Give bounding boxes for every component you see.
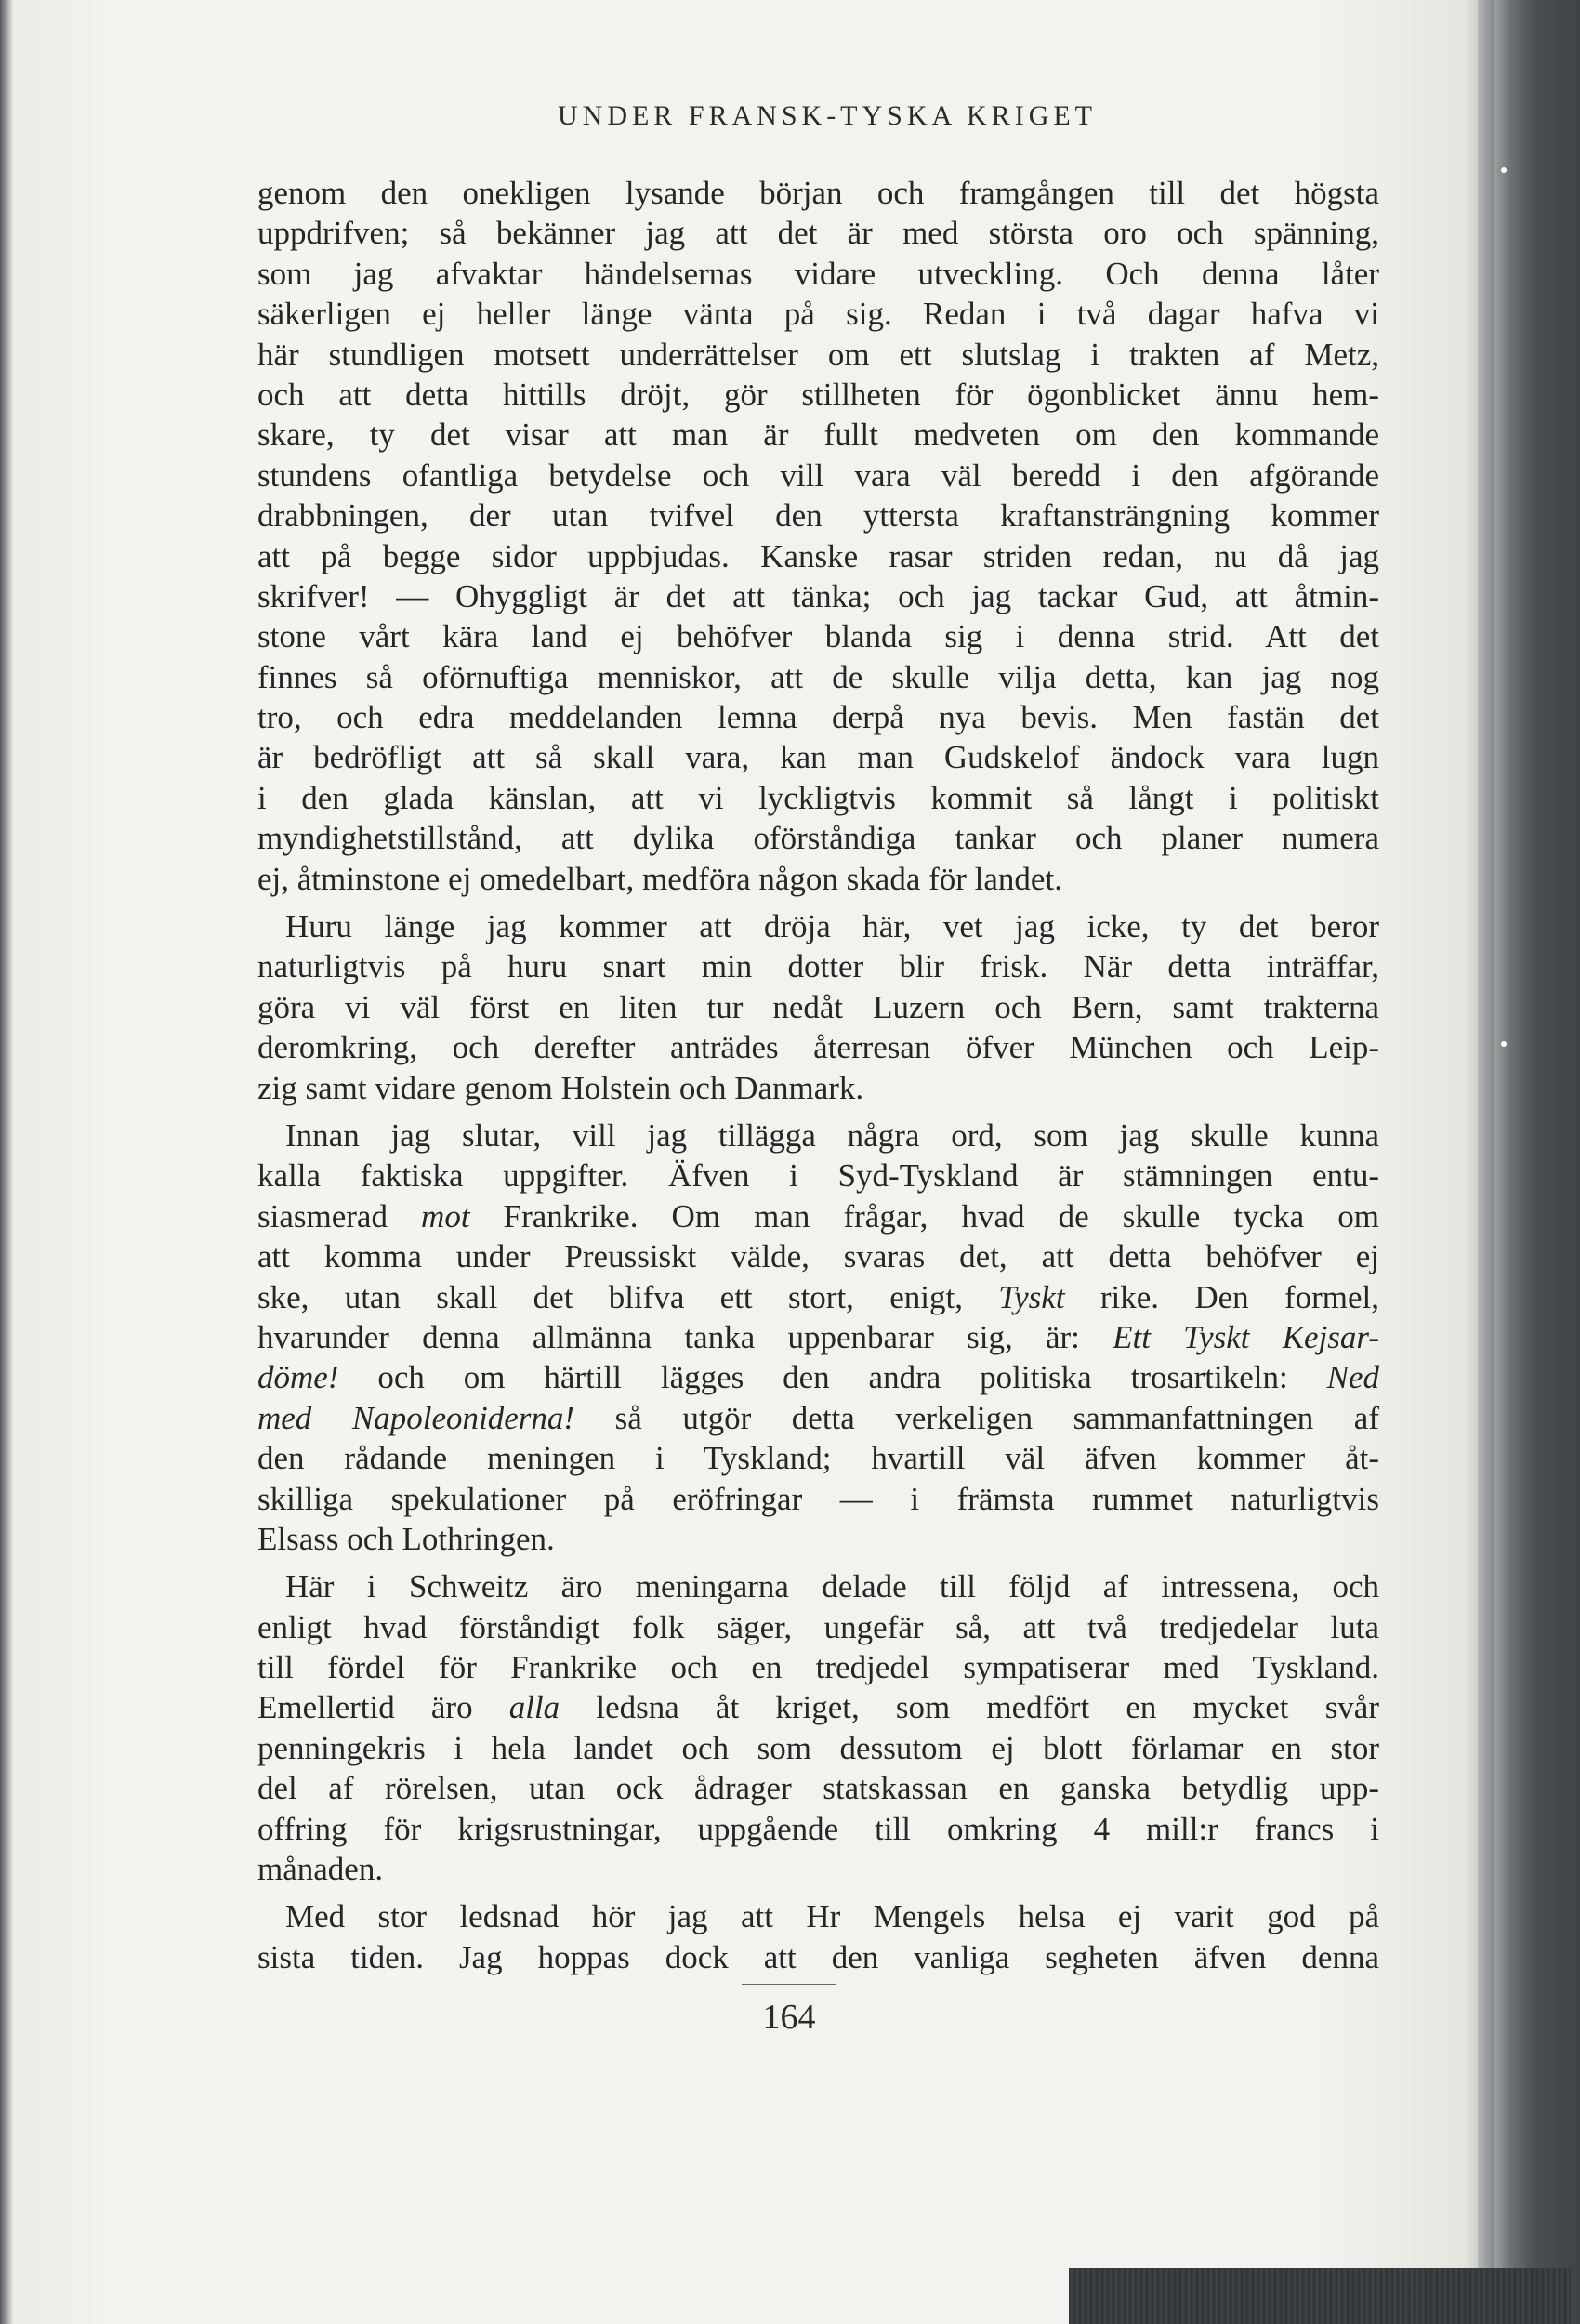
paragraph	[257, 1116, 1379, 1559]
text-line	[257, 818, 1379, 858]
text-line	[257, 737, 1379, 777]
text-segment: här stundligen motsett underrättelser om ett slutslag i trakten af Metz,	[257, 336, 1379, 373]
text-segment: stundens ofantliga betydelse och vill vara väl beredd i den afgörande	[257, 456, 1379, 494]
book-cloth-binding	[1069, 2268, 1571, 2324]
text-line	[257, 1647, 1379, 1687]
paragraph-gap	[257, 1559, 1379, 1566]
text-segment: genom den onekligen lysande början och framgången till det högsta	[257, 175, 1379, 211]
text-line	[257, 1068, 1379, 1108]
text-line	[257, 1809, 1379, 1849]
margin-mark	[1501, 1041, 1507, 1047]
text-segment: och om härtill lägges den andra politiska trosartikeln:	[338, 1359, 1327, 1396]
text-line	[257, 1687, 1379, 1727]
text-line	[257, 778, 1379, 818]
text-segment: finnes så oförnuftiga menniskor, att de skulle vilja detta, kan jag nog	[257, 658, 1379, 695]
text-line	[257, 1768, 1379, 1808]
italic-text: Ett Tyskt Kejsar-	[1113, 1318, 1379, 1355]
text-segment: göra vi väl först en liten tur nedåt Luzern och Bern, samt trakterna	[257, 988, 1379, 1025]
text-segment: Här i Schweitz äro meningarna delade till följd af intressena, och	[285, 1568, 1379, 1605]
text-line	[257, 254, 1379, 294]
text-line	[257, 1438, 1379, 1478]
text-line	[257, 1398, 1379, 1438]
text-segment: månaden.	[257, 1851, 384, 1888]
text-segment: till fördel för Frankrike och en tredjedel sympatiserar med Tyskland.	[257, 1649, 1379, 1686]
text-segment: deromkring, och derefter anträdes återresan öfver München och Leip-	[257, 1029, 1379, 1066]
page-number: 164	[762, 1998, 816, 2037]
text-segment: i den glada känslan, att vi lyckligtvis kommit så långt i politiskt	[257, 779, 1379, 816]
margin-mark	[1501, 167, 1507, 173]
text-line	[257, 859, 1379, 899]
text-segment: uppdrifven; så bekänner jag att det är med största oro och spänning,	[257, 215, 1379, 252]
text-segment: tro, och edra meddelanden lemna derpå nya bevis. Men fastän det	[257, 699, 1379, 736]
text-segment: naturligtvis på huru snart min dotter blir frisk. När detta inträffar,	[257, 948, 1379, 985]
text-segment: zig samt vidare genom Holstein och Danmark.	[257, 1069, 864, 1106]
text-line	[257, 1896, 1379, 1936]
text-segment: skilliga spekulationer på eröfringar — i främsta rummet naturligtvis	[257, 1480, 1379, 1517]
text-segment: kalla faktiska uppgifter. Äfven i Syd-Tyskland är stämningen entu-	[257, 1157, 1379, 1195]
paragraph	[257, 906, 1379, 1108]
text-line	[257, 657, 1379, 697]
text-line	[257, 1277, 1379, 1317]
text-segment: Emellertid äro	[257, 1689, 509, 1726]
body-text	[257, 173, 1379, 1977]
paragraph	[257, 1566, 1379, 1889]
text-segment: enligt hvad förståndigt folk säger, ungefär så, att två tredjedelar luta	[257, 1608, 1379, 1645]
text-segment: ledsna åt kriget, som medfört en mycket svår	[560, 1689, 1379, 1726]
text-segment: ske, utan skall det blifva ett stort, enigt,	[257, 1278, 999, 1315]
text-segment: att på begge sidor uppbjudas. Kanske rasar striden redan, nu då jag	[257, 537, 1379, 574]
italic-text: mot	[421, 1197, 470, 1235]
text-segment: myndighetstillstånd, att dylika oförståndiga tankar och planer numera	[257, 820, 1379, 857]
text-line	[257, 536, 1379, 576]
text-segment: den rådande meningen i Tyskland; hvartill väl äfven kommer åt-	[257, 1440, 1379, 1477]
text-segment: som jag afvaktar händelsernas vidare utveckling. Och denna låter	[257, 255, 1379, 292]
text-segment: Huru länge jag kommer att dröja här, vet jag icke, ty det beror	[285, 908, 1379, 945]
paragraph	[257, 173, 1379, 899]
text-segment: att komma under Preussiskt välde, svaras det, att detta behöfver ej	[257, 1238, 1379, 1275]
text-line	[257, 1196, 1379, 1236]
italic-text: Ned	[1326, 1359, 1379, 1396]
footer-rule	[742, 1984, 836, 1985]
text-segment: penningekris i hela landet och som dessutom ej blott förlamar en stor	[257, 1729, 1379, 1766]
text-line	[257, 294, 1379, 334]
text-line	[257, 576, 1379, 616]
text-line	[257, 1116, 1379, 1155]
text-line	[257, 456, 1379, 495]
text-line	[257, 1519, 1379, 1559]
paragraph	[257, 1896, 1379, 1977]
paragraph-gap	[257, 899, 1379, 906]
text-segment: så utgör detta verkeligen sammanfattningen af	[574, 1399, 1379, 1436]
italic-text: med Napoleoniderna!	[257, 1399, 575, 1436]
text-segment: del af rörelsen, utan ock ådrager statskassan en ganska betydlig upp-	[257, 1770, 1379, 1807]
text-line	[257, 495, 1379, 535]
text-line	[257, 213, 1379, 253]
text-line	[257, 1728, 1379, 1768]
italic-text: Tyskt	[998, 1278, 1065, 1315]
text-line	[257, 616, 1379, 656]
text-line	[257, 1236, 1379, 1276]
text-line	[257, 1479, 1379, 1519]
text-segment: sista tiden. Jag hoppas dock att den vanliga segheten äfven denna	[257, 1938, 1379, 1975]
page-edge	[1478, 0, 1494, 2324]
text-segment: offring för krigsrustningar, uppgående till omkring 4 mill:r francs i	[257, 1810, 1379, 1847]
text-line	[257, 697, 1379, 737]
text-segment: och att detta hittills dröjt, gör stillheten för ögonblicket ännu hem-	[257, 376, 1379, 413]
text-segment: Elsass och Lothringen.	[257, 1520, 555, 1557]
text-segment: skare, ty det visar att man är fullt medveten om den kommande	[257, 416, 1379, 454]
text-line	[257, 906, 1379, 946]
text-segment: Med stor ledsnad hör jag att Hr Mengels helsa ej varit god på	[285, 1898, 1379, 1935]
text-segment: siasmerad	[257, 1197, 422, 1235]
text-line	[257, 1607, 1379, 1647]
text-line	[257, 415, 1379, 455]
paragraph-gap	[257, 1889, 1379, 1896]
text-line	[257, 1317, 1379, 1357]
text-segment: Innan jag slutar, vill jag tillägga några ord, som jag skulle kunna	[285, 1116, 1379, 1154]
text-line	[257, 1155, 1379, 1195]
italic-text: alla	[508, 1689, 560, 1726]
running-head: UNDER FRANSK-TYSKA KRIGET	[557, 100, 1098, 131]
text-segment: stone vårt kära land ej behöfver blanda sig i denna strid. Att det	[257, 618, 1379, 655]
text-segment: drabbningen, der utan tvifvel den yttersta kraftansträngning kommer	[257, 497, 1379, 535]
text-segment: rike. Den formel,	[1064, 1278, 1379, 1315]
text-line	[257, 987, 1379, 1027]
text-line	[257, 1357, 1379, 1397]
text-line	[257, 173, 1379, 213]
text-line	[257, 1027, 1379, 1067]
text-segment: är bedröfligt att så skall vara, kan man Gudskelof ändock vara lugn	[257, 739, 1379, 776]
paragraph-gap	[257, 1108, 1379, 1116]
text-segment: hvarunder denna allmänna tanka uppenbarar sig, är:	[257, 1318, 1113, 1355]
text-line	[257, 946, 1379, 986]
italic-text: döme!	[257, 1359, 339, 1396]
text-line	[257, 335, 1379, 375]
text-segment: ej, åtminstone ej omedelbart, medföra någon skada för landet.	[257, 860, 1062, 897]
text-segment: Frankrike. Om man frågar, hvad de skulle tycka om	[469, 1197, 1380, 1235]
text-line	[257, 1937, 1379, 1977]
text-segment: säkerligen ej heller länge vänta på sig. Redan i två dagar hafva vi	[257, 296, 1379, 333]
text-line	[257, 1566, 1379, 1606]
text-segment: skrifver! — Ohyggligt är det att tänka; och jag tackar Gud, att åtmin-	[257, 577, 1379, 614]
text-line	[257, 375, 1379, 415]
text-line	[257, 1849, 1379, 1889]
